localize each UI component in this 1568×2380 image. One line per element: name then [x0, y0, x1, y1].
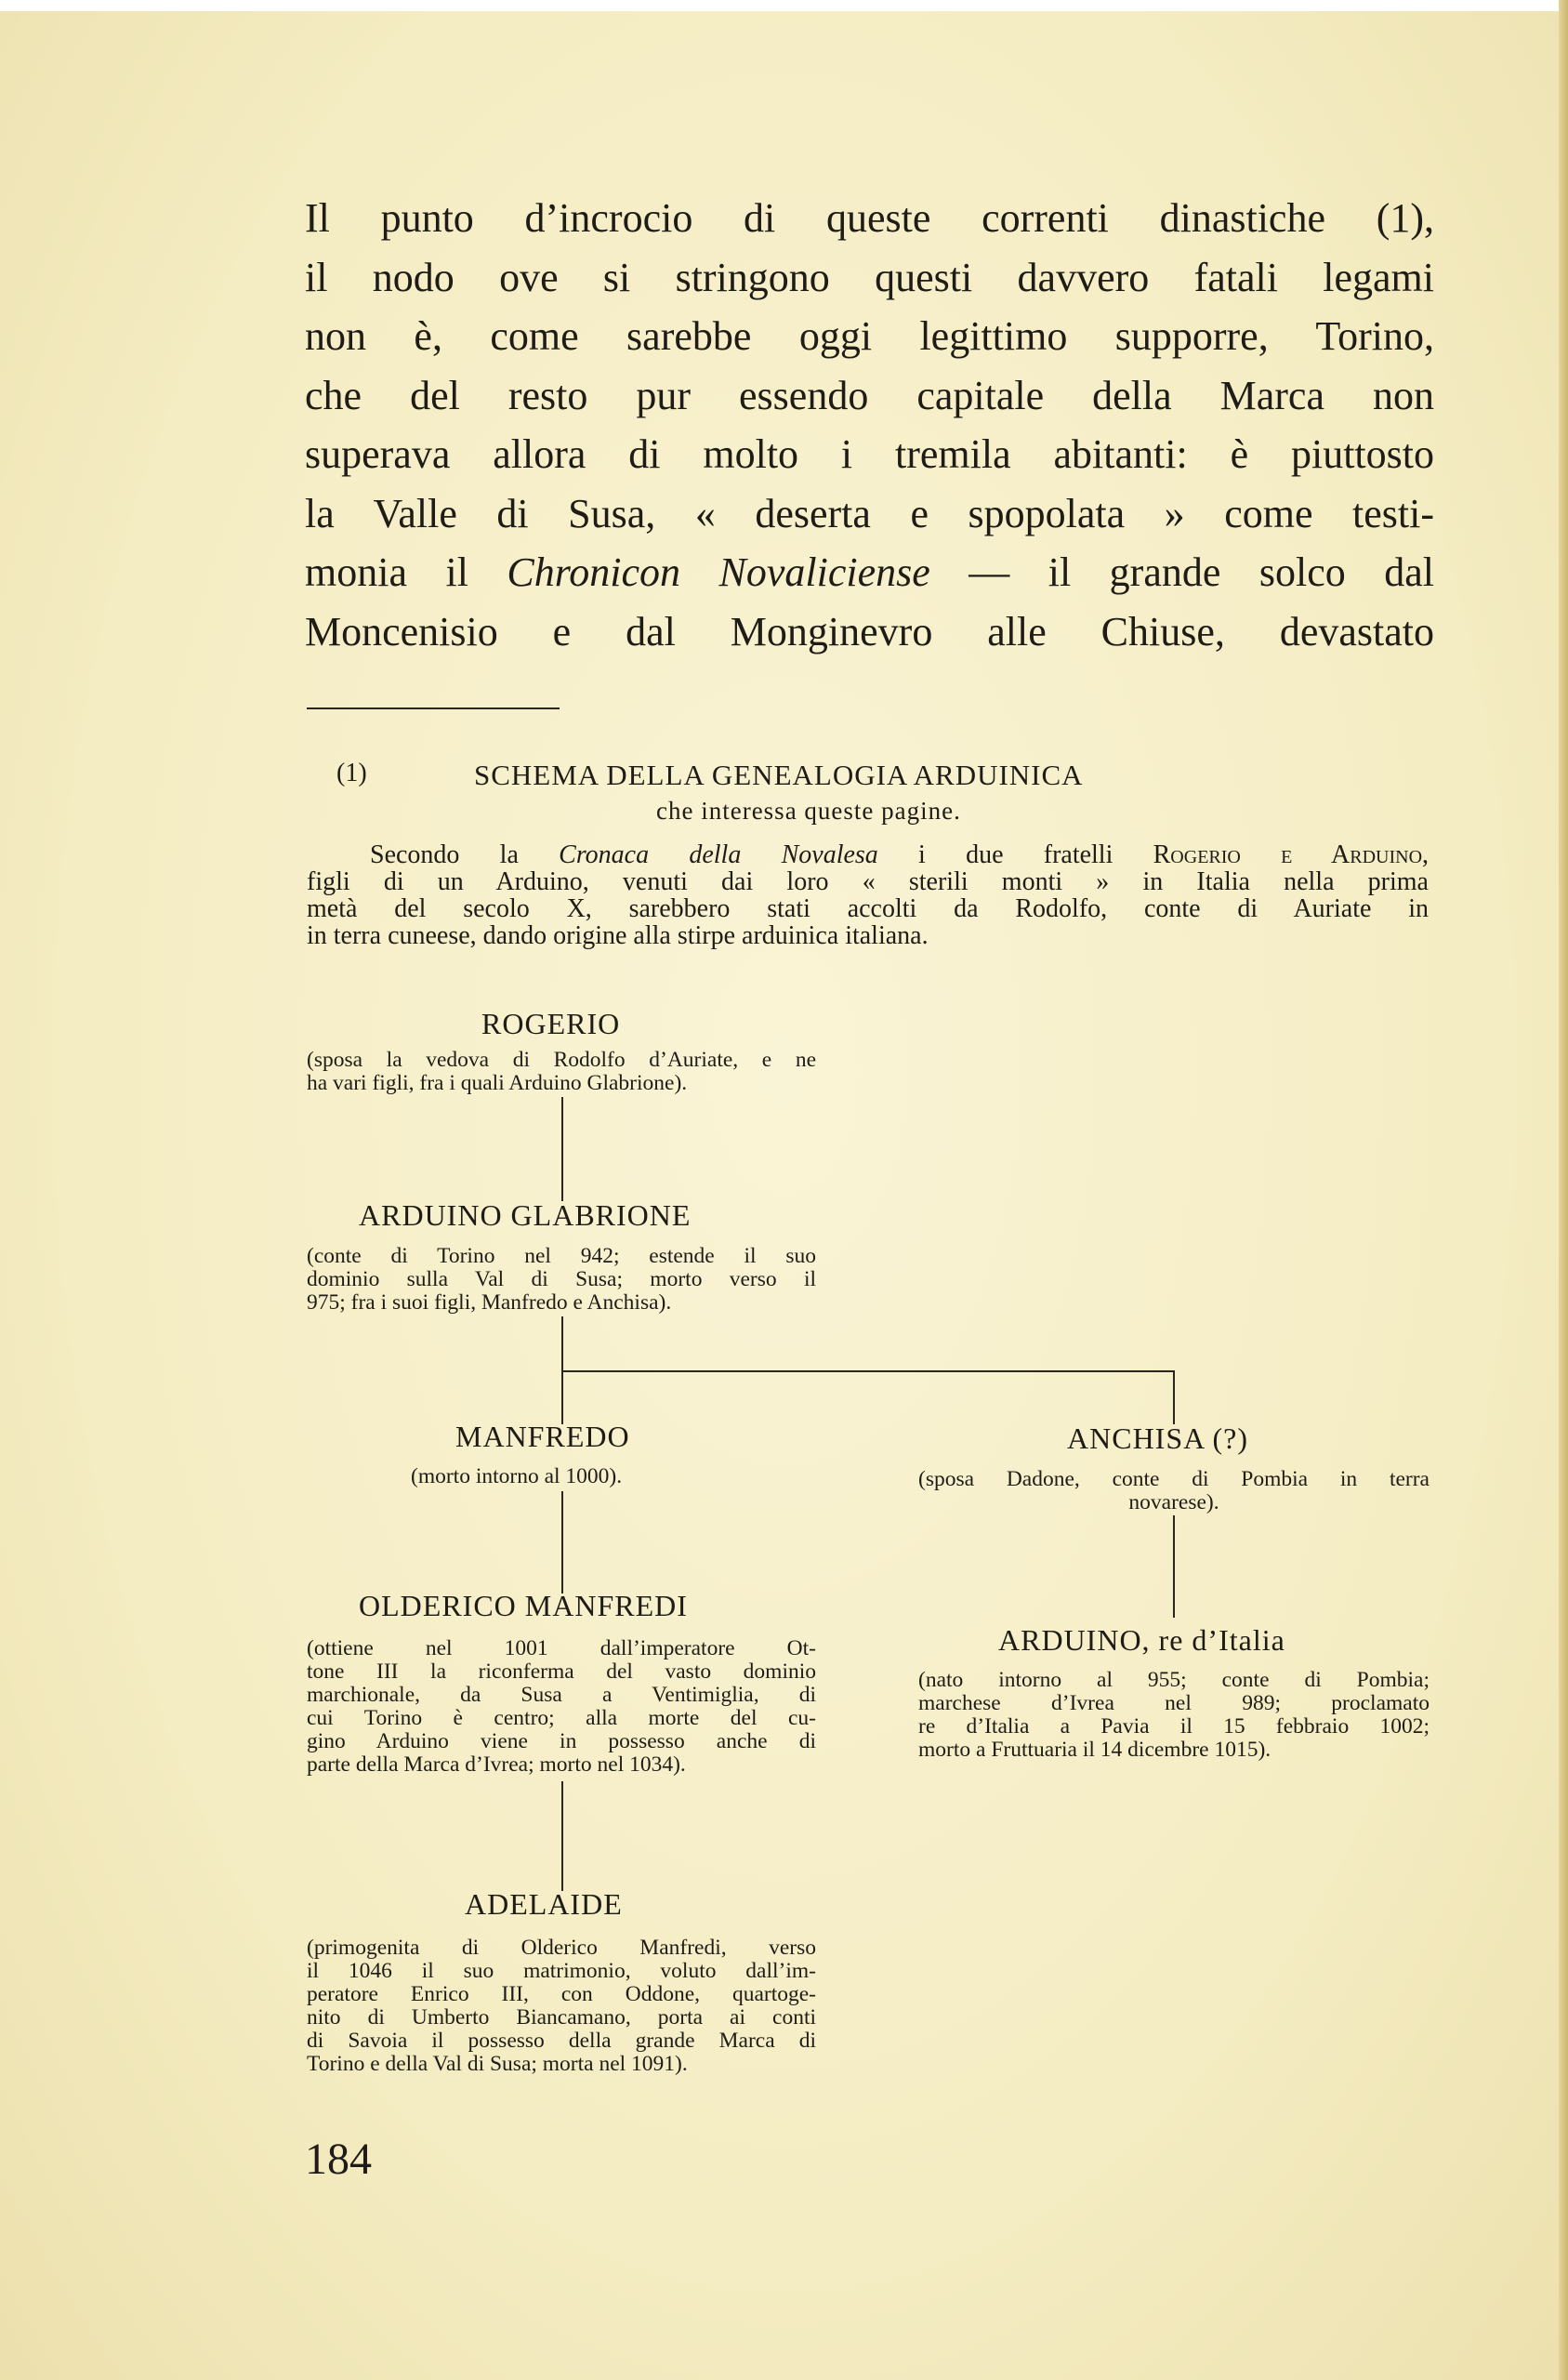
rogerio-note [307, 1049, 816, 1095]
body-line: il nodo ove si stringono questi davvero fatali legami [305, 254, 1434, 300]
note-line: tone III la riconferma del vasto dominio [307, 1659, 816, 1684]
anchisa-note [918, 1468, 1430, 1514]
note-line: ha vari figli, fra i quali Arduino Glabrione). [307, 1071, 688, 1095]
note-line: cui Torino è centro; alla morte del cu- [307, 1706, 816, 1730]
body-line: non è, come sarebbe oggi legittimo supporre, Torino, [305, 313, 1434, 359]
footnote-title: SCHEMA DELLA GENEALOGIA ARDUINICA [474, 759, 1084, 791]
note-line: Torino e della Val di Susa; morta nel 1091). [307, 2052, 688, 2076]
cronaca-title: Cronaca della Novalesa [559, 840, 878, 869]
note-line: re d’Italia a Pavia il 15 febbraio 1002; [918, 1714, 1430, 1739]
intro-text: Secondo la [370, 840, 560, 869]
note-line: di Savoia il possesso della grande Marca di [307, 2029, 816, 2053]
page-number: 184 [305, 2135, 372, 2184]
intro-text: i due fratelli [877, 840, 1153, 869]
note-line: (sposa Dadone, conte di Pombia in terra [918, 1467, 1430, 1491]
footnote-intro [307, 841, 1429, 949]
body-line-start: monia il [305, 549, 507, 595]
footnote-number: (1) [336, 759, 367, 787]
intro-text: , [1422, 840, 1430, 869]
note-line: (nato intorno al 955; conte di Pombia; [918, 1668, 1430, 1692]
anchisa-name: ANCHISA (?) [1067, 1421, 1248, 1455]
note-line: nito di Umberto Biancamano, porta ai conti [307, 2005, 816, 2030]
tree-connector-horizontal [561, 1370, 1175, 1372]
note-line: (conte di Torino nel 942; estende il suo [307, 1244, 816, 1268]
body-line: Il punto d’incrocio di queste correnti dinastiche (1), [305, 195, 1434, 241]
footnote-subtitle: che interessa queste pagine. [656, 797, 961, 825]
page-right-edge [1559, 0, 1568, 2380]
rogerio-name: ROGERIO [481, 1007, 621, 1040]
tree-connector [1173, 1515, 1175, 1618]
tree-connector [561, 1781, 563, 1891]
intro-line: figli di un Arduino, venuti dai loro « sterili monti » in Italia nella prima [307, 867, 1429, 896]
arduino-re-note [918, 1669, 1430, 1762]
note-line: morto a Fruttuaria il 14 dicembre 1015). [918, 1738, 1272, 1762]
page-top-edge [0, 0, 1568, 11]
body-line: superava allora di molto i tremila abitanti: è piuttosto [305, 431, 1434, 477]
tree-connector [561, 1491, 563, 1593]
note-line: (ottiene nel 1001 dall’imperatore Ot- [307, 1636, 816, 1660]
footnote-rule [307, 707, 560, 709]
intro-line: metà del secolo X, sarebbero stati accolti da Rodolfo, conte di Auriate in [307, 894, 1429, 923]
olderico-name: OLDERICO MANFREDI [359, 1589, 688, 1622]
body-line [305, 543, 1434, 602]
note-line: peratore Enrico III, con Oddone, quartoge- [307, 1982, 816, 2006]
note-line: novarese). [1128, 1490, 1219, 1514]
chronicon-title: Chronicon Novaliciense [507, 549, 930, 595]
note-line: dominio sulla Val di Susa; morto verso il [307, 1267, 816, 1291]
note-line: il 1046 il suo matrimonio, voluto dall’im- [307, 1959, 816, 1983]
intro-line [307, 841, 1429, 868]
body-line-end: — il grande solco dal [929, 549, 1434, 595]
tree-connector [1173, 1370, 1175, 1424]
note-line: (sposa la vedova di Rodolfo d’Auriate, e ne [307, 1048, 816, 1072]
arduino-glabrione-name: ARDUINO GLABRIONE [359, 1198, 692, 1232]
note-line: marchese d’Ivrea nel 989; proclamato [918, 1691, 1430, 1715]
intro-line: in terra cuneese, dando origine alla stirpe arduinica italiana. [307, 921, 929, 950]
body-line: la Valle di Susa, « deserta e spopolata » come testi- [305, 490, 1434, 536]
note-line: (primogenita di Olderico Manfredi, verso [307, 1936, 816, 1960]
note-line: parte della Marca d’Ivrea; morto nel 1034). [307, 1752, 686, 1777]
note-line: marchionale, da Susa a Ventimiglia, di [307, 1683, 816, 1707]
tree-connector [561, 1097, 563, 1201]
body-line: Moncenisio e dal Monginevro alle Chiuse, devastato [305, 608, 1434, 654]
body-paragraph [305, 189, 1434, 661]
manfredo-note [411, 1465, 727, 1488]
manfredo-name: MANFREDO [455, 1420, 630, 1453]
adelaide-note [307, 1937, 816, 2076]
body-line: che del resto pur essendo capitale della Marca non [305, 372, 1434, 418]
brothers-names: Rogerio e Arduino [1153, 840, 1423, 869]
arduino-re-name: ARDUINO, re d’Italia [998, 1623, 1285, 1657]
arduino-glabrione-note [307, 1245, 816, 1315]
note-line: (morto intorno al 1000). [411, 1464, 623, 1488]
adelaide-name: ADELAIDE [465, 1887, 623, 1921]
note-line: gino Arduino viene in possesso anche di [307, 1729, 816, 1753]
olderico-note [307, 1637, 816, 1777]
note-line: 975; fra i suoi figli, Manfredo e Anchisa). [307, 1290, 672, 1315]
